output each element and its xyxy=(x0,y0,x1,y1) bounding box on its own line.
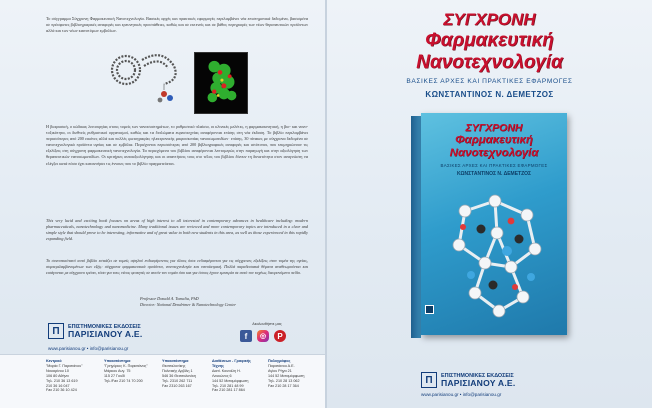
molecule-illustration xyxy=(435,181,561,329)
shop-detail-line: Τηλ. 210 28 13 062 xyxy=(268,378,300,383)
nanoparticle-illustration xyxy=(104,50,186,114)
signature-role: Director: National Dendrimer & Nanotechnology Center xyxy=(140,302,237,307)
shop-detail-line: Παρισιάνου Α.Ε. xyxy=(268,363,295,368)
shop-name: Υποκατάστημα xyxy=(162,359,189,363)
social-links xyxy=(240,330,286,342)
shop-detail-line: Τηλ. 210 281 48 99 xyxy=(212,383,244,388)
book-front-face xyxy=(421,113,567,335)
shop-column xyxy=(104,359,154,384)
book-spine xyxy=(411,116,421,338)
shop-detail-line: Τηλ. 210 36 13 619 xyxy=(46,378,78,383)
shop-detail-line: 144 52 Μεταμόρφωση xyxy=(212,378,249,383)
book-title-line-2: Φαρμακευτική xyxy=(455,134,533,146)
shop-name: Πολυγράφος xyxy=(268,359,291,363)
protein-model-image xyxy=(194,52,248,114)
greek-review-paragraph: Το συνοπτικότατό αυτό βιβλίο εστιάζει σε τομείς υψηλού ενδιαφέροντος για όλους όσοι ενδιαφέρονται για τις σύγχρονες εξελίξεις στον τομέα της υγείας, συμπεριλαμβανομένων των εξής: σύγχρονα φαρμακευτικά προϊόντα, νανοτεχνολογία και νανοϊατρική. Πολλά παραδοσιακά θέματα αναθεωρούνται και εισάγονται με σύγχρονο τρόπο, τόσο για τους νέους φοιτητές σε αυτόν τον τομέα όσο και για όσους έχουν εμπειρία σε αυτό τον ταχέως διευρυνόμενο πεδίο. xyxy=(46,258,308,276)
book-3d-mockup xyxy=(411,113,567,338)
front-cover xyxy=(327,0,652,408)
shop-detail-line: Τηλ./Fax 210 74 70 200 xyxy=(104,378,143,383)
shop-detail-line: Θεσσαλονίκης xyxy=(162,363,186,368)
publisher-name-line1: ΕΠΙΣΤΗΜΟΝΙΚΕΣ ΕΚΔΟΣΕΙΣ xyxy=(68,323,141,330)
shop-detail-line: Τηλ. 2310 262 711 xyxy=(162,378,193,383)
signature-name: Professor Donald A. Tomalia, PhD xyxy=(140,296,199,301)
front-publisher-name-line1: ΕΠΙΣΤΗΜΟΝΙΚΕΣ ΕΚΔΟΣΕΙΣ xyxy=(441,372,514,379)
facebook-icon[interactable]: f xyxy=(240,330,252,342)
shop-detail-line: 210 36 16 047 xyxy=(46,383,70,388)
shop-column xyxy=(46,359,96,393)
book-subtitle: ΒΑΣΙΚΕΣ ΑΡΧΕΣ ΚΑΙ ΠΡΑΚΤΙΚΕΣ ΕΦΑΡΜΟΓΕΣ xyxy=(440,163,548,168)
book-publisher-mark-icon xyxy=(425,305,434,314)
shop-detail-line: Fax 2310 263 167 xyxy=(162,383,192,388)
follow-label: Ακολουθήστε μας xyxy=(252,322,282,326)
shop-name: Διαθέσεων - Γραφικής Τέχνης xyxy=(212,359,251,368)
pinterest-icon[interactable]: P xyxy=(274,330,286,342)
back-cover xyxy=(0,0,325,408)
description-paragraph: Η βιοφυσική, ο κώδικας λειτουργίας στους τομείς των νανοσυστημάτων, το ρυθμιστικό πλαίσιο, οι κλινικές μελέτες, η φαρμακοκινητική, η βιο- και νανο-τοξικότητα, οι διεθνείς ρυθμιστικοί οργανισμοί, καθώς και τα διπλώματα ευρεσιτεχνίας αναφέρονται επίσης στη νέα έκδοση. Το βιβλίο περιλαμβάνει περισσότερες από 200 εικόνες αλλά και πολλές φωτογραφίες ηλεκτρονικής μικροσκοπίας νανοσωματιδίων· επίσης, 30 πίνακες με σύγχρονα δεδομένα σε νανοτεχνολογικά προϊόντα υγείας και σε εμβόλια. Περιέχονται περισσότερες από 200 βιβλιογραφικές αναφορές και ιστότοποι, που τεκμηριώνουν τις εξελίξεις στη σύγχρονη φαρμακευτική νανοτεχνολογία. Τα περιεχόμενα του βιβλίου αναφέρονται λεπτομερώς στην παραγωγή και στην αξιολόγηση των θεραπευτικών νανοσωματιδίων. Οι κριτήριες αυτοαξιολόγησης και οι απαντήσεις τους στο τέλος του βιβλίου δίνουν τη δυνατότητα στον αναγνώστη να ελέγξει κατά πόσο έχει κατανοήσει τις έννοιες που το βιβλίο πραγματεύεται. xyxy=(46,124,308,166)
book-title-line-1: ΣΥΓΧΡΟΝΗ xyxy=(465,122,523,134)
shop-detail-line: Διατί. Κουνάλη Η. xyxy=(212,368,241,373)
title-line-1: ΣΥΓΧΡΟΝΗ xyxy=(443,10,536,29)
author-name: ΚΩΝΣΤΑΝΤΙΝΟΣ Ν. ΔΕΜΕΤΖΟΣ xyxy=(425,90,554,99)
publisher-website[interactable]: www.parisianou.gr • info@parisianou.gr xyxy=(48,346,129,351)
publisher-logo xyxy=(48,323,142,339)
english-review-paragraph: This very lucid and exciting book focuses on areas of high interest to all interested in contemporary advances in healthcare including: modern pharmaceuticals, nanotechnology and nanomedicine. Many traditional issues are reviewed and more contemporary topics are introduced in a clear and simple style that should prove to be interesting, informative and of great value to both new students in this area, as well as those experienced in this rapidly expanding field. xyxy=(46,218,308,242)
shop-name: Κεντρικό xyxy=(46,359,62,363)
title-line-3: Νανοτεχνολογία xyxy=(416,52,563,73)
front-publisher-logo xyxy=(421,372,515,388)
shop-column xyxy=(162,359,212,388)
instagram-icon[interactable]: ◎ xyxy=(257,330,269,342)
shop-detail-line: Fax 210 281 17 864 xyxy=(212,388,245,393)
intro-paragraph: Το σύγγραμμα Σύγχρονη Φαρμακευτική Νανοτεχνολογία. Βασικές αρχές και πρακτικές εφαρμογές περιλαμβάνει νέα επιστημονικά δεδομένα, βασισμένα σε πρόσφατες βιβλιογραφικές αναφορές και ερευνητικές προσπάθειες, καθώς και σε εκτενείς και σε βάθος περιγραφές των νέων θεραπευτικών προϊόντων αλλά και των νέων καινοτόμων εμβολίων. xyxy=(46,16,308,34)
review-signature xyxy=(140,296,320,308)
shop-detail-line: 115 27 Γουδί xyxy=(104,373,125,378)
shop-detail-line: 546 36 Θεσσαλονίκη xyxy=(162,373,196,378)
shop-detail-line: Fax 210 28 17 364 xyxy=(268,383,299,388)
shop-detail-line: Ναυαρίνου 10 xyxy=(46,368,69,373)
shop-detail-line: 106 80 Αθήνα xyxy=(46,373,69,378)
shop-column xyxy=(212,359,262,393)
front-publisher-website[interactable]: www.parisianou.gr • info@parisianou.gr xyxy=(421,392,502,397)
shop-detail-line: Αγίου Ρήγα 21 xyxy=(268,368,292,373)
shop-detail-line: Πολιτικής Αρβίλη 1 xyxy=(162,368,193,373)
front-publisher-name-line2: ΠΑΡΙΣΙΑΝΟΥ Α.Ε. xyxy=(441,377,516,388)
book-title-line-3: Νανοτεχνολογία xyxy=(449,147,539,159)
shop-column xyxy=(268,359,318,388)
shop-detail-line: Fax 210 36 10 424 xyxy=(46,388,77,393)
shop-detail-line: "Μαρία Γ. Παρισιάνου" xyxy=(46,363,83,368)
publisher-mark-icon: Π xyxy=(48,323,64,339)
shop-name: Υποκατάστημα xyxy=(104,359,131,363)
publisher-name-line2: ΠΑΡΙΣΙΑΝΟΥ Α.Ε. xyxy=(68,328,143,339)
title-line-2: Φαρμακευτική xyxy=(425,30,554,51)
subtitle: ΒΑΣΙΚΕΣ ΑΡΧΕΣ ΚΑΙ ΠΡΑΚΤΙΚΕΣ ΕΦΑΡΜΟΓΕΣ xyxy=(406,78,573,85)
book-author: ΚΩΝΣΤΑΝΤΙΝΟΣ Ν. ΔΕΜΕΤΖΟΣ xyxy=(456,171,532,177)
shop-detail-line: Μάρκου Αυγ. 75 xyxy=(104,368,131,373)
shop-detail-line: Λευκώνος 6 xyxy=(212,373,232,378)
shop-detail-line: "Γρηγόριος Κ. Παρισιάνος" xyxy=(104,363,148,368)
front-publisher-mark-icon: Π xyxy=(421,372,437,388)
shop-detail-line: 144 52 Μεταμόρφωση xyxy=(268,373,305,378)
